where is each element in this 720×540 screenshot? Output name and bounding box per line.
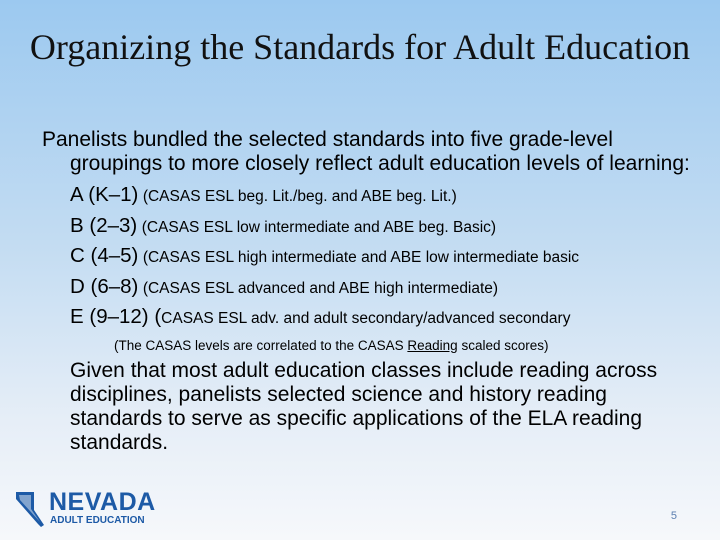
grade-level-item <box>70 272 692 303</box>
grade-description: CASAS ESL adv. and adult secondary/advanced secondary <box>161 310 571 327</box>
slide-body <box>42 128 692 455</box>
grade-level-item <box>70 211 692 242</box>
grade-label: E (9–12) ( <box>70 305 162 328</box>
grade-description: (CASAS ESL beg. Lit./beg. and ABE beg. Lit.) <box>142 188 457 205</box>
casas-note-underlined: Reading <box>407 337 458 353</box>
logo-subtitle: ADULT EDUCATION <box>50 515 145 526</box>
nevada-state-icon <box>15 491 45 528</box>
grade-level-item <box>70 180 692 211</box>
grade-level-item <box>70 302 692 333</box>
logo-wordmark: NEVADA <box>49 488 156 516</box>
casas-note <box>114 337 692 355</box>
intro-paragraph: Panelists bundled the selected standards into five grade-level groupings to more closely reflect adult education levels of learning: <box>42 128 690 175</box>
grade-label: C (4–5) <box>70 244 139 267</box>
page-number: 5 <box>670 510 677 522</box>
grade-label: A (K–1) <box>70 183 139 206</box>
nevada-adult-education-logo <box>15 488 165 529</box>
casas-note-end: scaled scores) <box>457 337 549 353</box>
grade-description: (CASAS ESL high intermediate and ABE low intermediate basic <box>142 249 580 266</box>
grade-label: D (6–8) <box>70 274 139 298</box>
grade-label: B (2–3) <box>70 213 138 237</box>
closing-paragraph: Given that most adult education classes include reading across disciplines, panelists selected science and history reading standards to serve as specific applications of the ELA reading standards. <box>70 358 658 454</box>
grade-level-item <box>70 241 692 272</box>
casas-note-text: (The CASAS levels are correlated to the CASAS <box>114 337 408 353</box>
grade-level-list <box>70 180 692 333</box>
grade-description: (CASAS ESL low intermediate and ABE beg. Basic) <box>141 218 497 236</box>
grade-description: (CASAS ESL advanced and ABE high intermediate) <box>142 279 499 297</box>
slide-title: Organizing the Standards for Adult Education <box>29 27 691 67</box>
